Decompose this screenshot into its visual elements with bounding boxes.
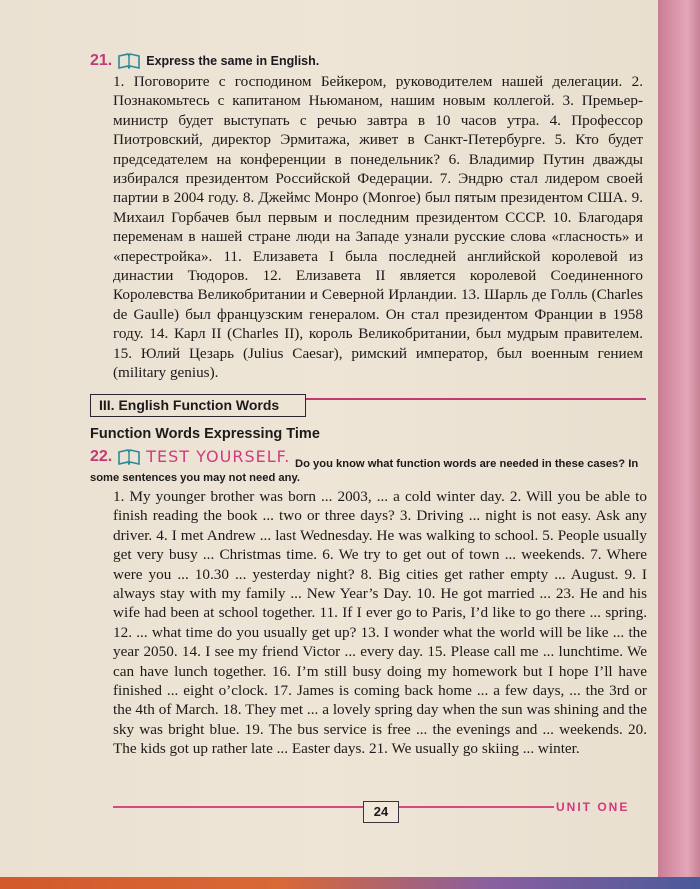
exercise-22-number: 22. <box>90 447 113 465</box>
section-divider <box>306 398 646 400</box>
page-edge-decoration <box>658 0 700 889</box>
exercise-21-text: 1. Поговорите с господином Бейкером, руководителем нашей делегации. 2. Познакомьтесь с капитаном Ньюманом, нашим новым коллегой. 3. Премьер-министр будет выступать с речью завтра в 10 часов утра. 4. Профессор Пиотровский, директор Эрмитажа, живет в Санкт-Петербурге. 5. Кто будет председателем на конференции в понедельник? 6. Владимир Путин дважды избирался президентом Российской Федерации. 7. Эндрю стал лидером своей партии в 2004 году. 8. Джеймс Монро (Monroe) был пятым президентом США. 9. Михаил Горбачев был первым и последним президентом СССР. 10. Благодаря переменам в нашей стране люди на Западе узнали русские слова «гласность» и «перестройка». 11. Елизавета I была последней английской королевой из династии Тюдоров. 12. Елизавета II является королевой Соединенного Королевства Великобритании и Северной Ирландии. 13. Шарль де Голль (Charles de Gaulle) был французским генералом. Он стал президентом Франции в 1958 году. 14. Карл II (Charles II), король Великобритании, был мудрым правителем. 15. Юлий Цезарь (Julius Caesar), римский император, был военным гением (military genius). <box>113 73 643 382</box>
exercise-22-text: 1. My younger brother was born ... 2003, ... a cold winter day. 2. Will you be able to finish reading the book ... two or three days? 3. Driving ... night is not easy. Ask any driver. 4. I met Andrew ... last Wednesday. He was walking to school. 5. People usually get very busy ... Christmas time. 6. We try to get out of town ... weekends. 7. Where were you ... 10.30 ... yesterday night? 8. Big cities get rather empty ... August. 9. I always stay with my family ... New Year’s Day. 10. He got married ... 23. He and his wife had been at school together. 11. If I ever go to Paris, I’d like to go there ... spring. 12. ... what time do you usually get up? 13. I wonder what the world will be like ... the year 2050. 14. I see my friend Victor ... every day. 15. Please call me ... lunchtime. We can have lunch together. 16. I’m still busy doing my homework but I hope I’ll have finished ... eight o’clock. 17. James is coming back home ... a few days, ... the 3rd or the 4th of March. 18. They met ... a lovely spring day when the sun was shining and the sky was bright blue. 19. The bus service is free ... the evenings and ... weekends. 20. The kids got up rather late ... Easter days. 21. We usually go skiing ... winter. <box>113 488 647 758</box>
page-number: 24 <box>363 801 399 823</box>
exercise-22-instruction: Do you know what function words are needed in these cases? In some sentences you may not need any. <box>90 458 639 484</box>
unit-label: UNIT ONE <box>556 800 630 814</box>
exercise-21-header <box>90 52 319 70</box>
book-icon <box>118 53 140 69</box>
section-subtitle: Function Words Expressing Time <box>90 426 320 442</box>
footer-rule-left <box>113 806 363 808</box>
footer-rule-right <box>399 806 554 808</box>
test-yourself-badge: TEST YOURSELF. <box>146 447 291 466</box>
bottom-color-strip <box>0 877 700 889</box>
exercise-21-title: Express the same in English. <box>146 54 320 68</box>
section-title: III. English Function Words <box>90 394 306 417</box>
exercise-21-number: 21. <box>90 52 113 69</box>
